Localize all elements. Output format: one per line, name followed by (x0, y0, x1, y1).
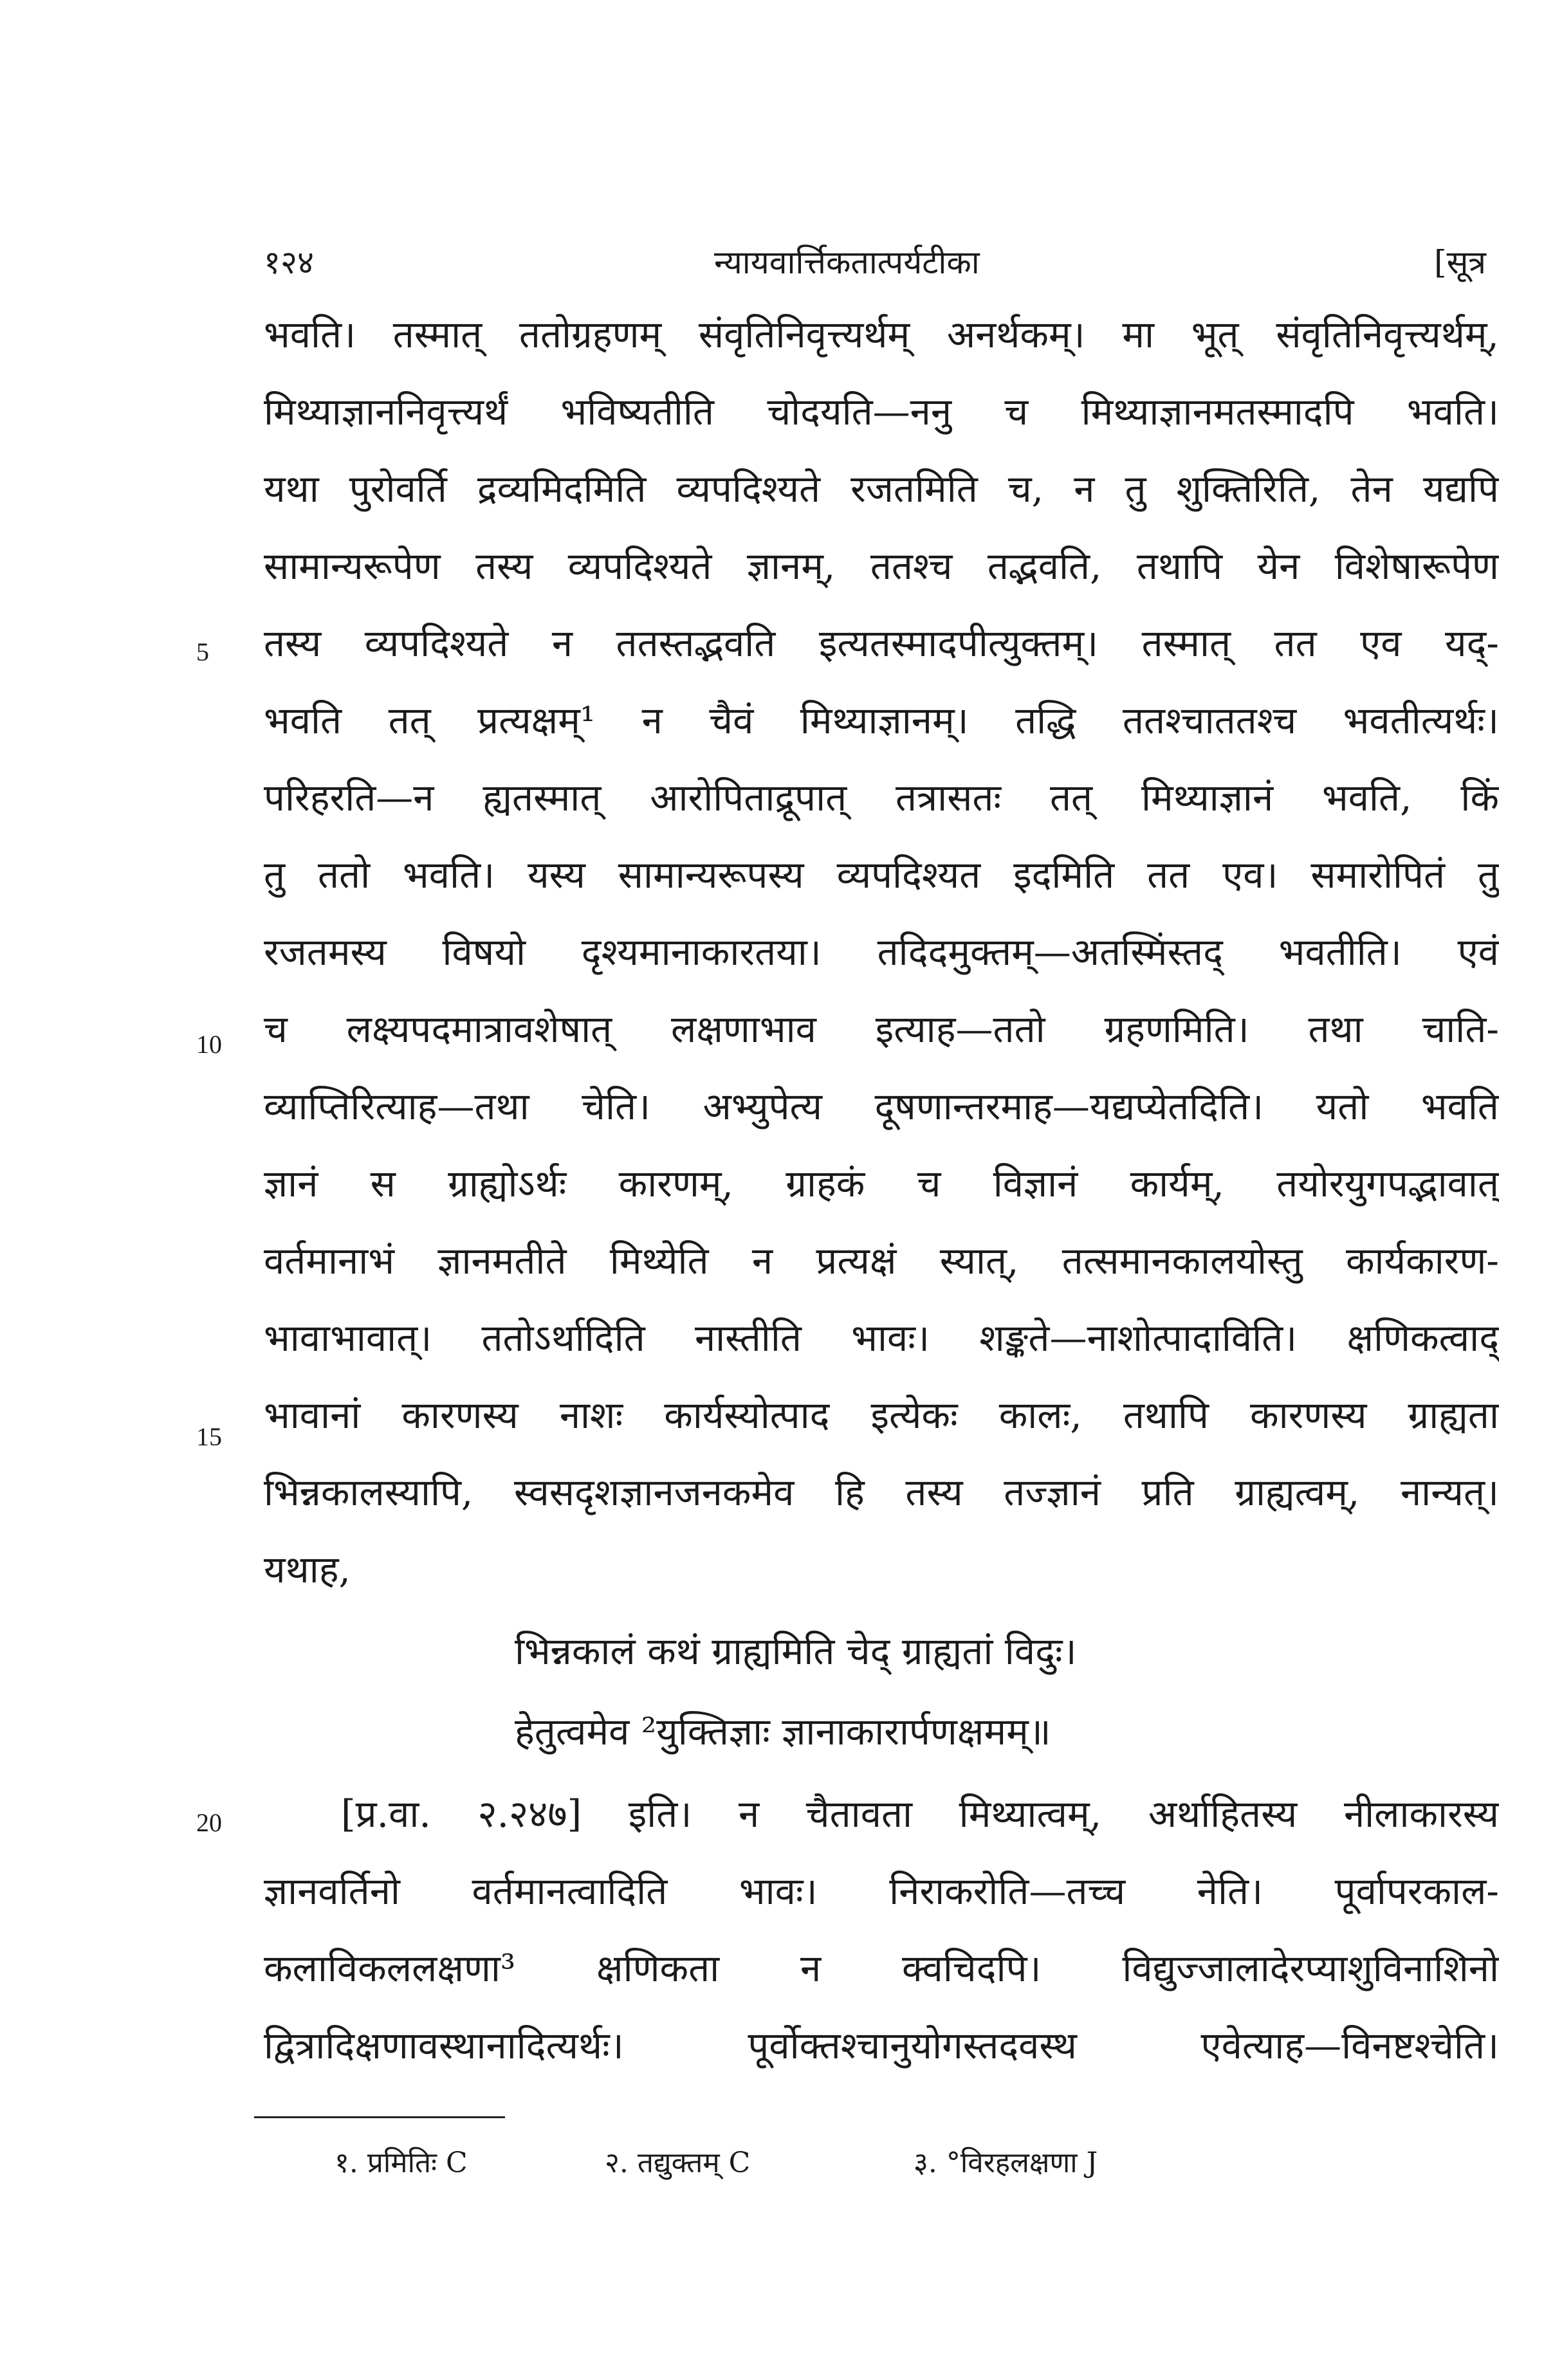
text-line: व्याप्तिरित्याह—तथा चेति। अभ्युपेत्य दूषणान्तरमाह—यद्यप्येतदिति। यतो भवति (264, 1085, 1499, 1128)
line-number: 15 (196, 1422, 222, 1451)
line-number: 20 (196, 1808, 222, 1837)
text-line: यथा पुरोवर्ति द्रव्यमिदमिति व्यपदिश्यते रजतमिति च, न तु शुक्तिरिति, तेन यद्यपि (264, 467, 1499, 511)
main-text (264, 296, 1499, 1608)
verse-line: हेतुत्वमेव ²युक्तिज्ञाः ज्ञानाकारार्पणक्षमम्॥ (515, 1710, 1051, 1753)
line-number: 5 (196, 637, 209, 666)
page-header (264, 239, 1486, 284)
footnote: २. तद्युक्तम् C (605, 2147, 751, 2179)
main-text-continued (264, 1775, 1499, 2084)
text-line: भिन्नकालस्यापि, स्वसदृशज्ञानजनकमेव हि तस्य तज्ज्ञानं प्रति ग्राह्यत्वम्, नान्यत्। (264, 1470, 1499, 1514)
line-number: 10 (196, 1030, 222, 1059)
text-line: सामान्यरूपेण तस्य व्यपदिश्यते ज्ञानम्, ततश्च तद्भवति, तथापि येन विशेषारूपेण (264, 544, 1499, 588)
text-line: मिथ्याज्ञाननिवृत्त्यर्थं भविष्यतीति चोदयति—ननु च मिथ्याज्ञानमतस्मादपि भवति। (264, 390, 1499, 434)
text-line: [प्र.वा. २.२४७] इति। न चैतावता मिथ्यात्वम्, अर्थाहितस्य नीलाकारस्य (341, 1792, 1499, 1836)
text-line: च लक्ष्यपदमात्रावशेषात् लक्षणाभाव इत्याह—ततो ग्रहणमिति। तथा चाति- (264, 1007, 1499, 1051)
text-line: ज्ञानवर्तिनो वर्तमानत्वादिति भावः। निराकरोति—तच्च नेति। पूर्वापरकाल- (264, 1869, 1499, 1913)
text-line: तु ततो भवति। यस्य सामान्यरूपस्य व्यपदिश्यत इदमिति तत एव। समारोपितं तु (264, 853, 1499, 897)
text-line: द्वित्रादिक्षणावस्थानादित्यर्थः। पूर्वोक्तश्चानुयोगस्तदवस्थ एवेत्याह—विनष्टश्चेति। (264, 2024, 1499, 2067)
text-line: रजतमस्य विषयो दृश्यमानाकारतया। तदिदमुक्तम्—अतस्मिंस्तद् भवतीति। एवं (264, 930, 1499, 974)
running-title: न्यायवार्त्तिकतात्पर्यटीका (714, 244, 980, 281)
text-line: वर्तमानाभं ज्ञानमतीते मिथ्येति न प्रत्यक्षं स्यात्, तत्समानकालयोस्तु कार्यकारण- (264, 1239, 1499, 1283)
footnote: ३. °विरहलक्षणा J (914, 2147, 1098, 2179)
text-line: परिहरति—न ह्यतस्मात् आरोपिताद्रूपात् तत्रासतः तत् मिथ्याज्ञानं भवति, किं (264, 776, 1499, 819)
verse-line: भिन्नकालं कथं ग्राह्यमिति चेद् ग्राह्यतां विदुः। (515, 1629, 1077, 1673)
text-line: तस्य व्यपदिश्यते न ततस्तद्भवति इत्यतस्मादपीत्युक्तम्। तस्मात् तत एव यद्- (264, 621, 1499, 665)
text-line: भवति तत् प्रत्यक्षम्¹ न चैवं मिथ्याज्ञानम्। तद्धि ततश्चाततश्च भवतीत्यर्थः। (264, 699, 1499, 742)
page-number: १२४ (264, 244, 314, 281)
text-line: यथाह, (264, 1548, 351, 1591)
text-line: ज्ञानं स ग्राह्योऽर्थः कारणम्, ग्राहकं च विज्ञानं कार्यम्, तयोरयुगपद्भावात् (264, 1162, 1499, 1205)
section-marker: [सूत्र (1434, 244, 1486, 281)
footnote: १. प्रमितिः C (335, 2147, 468, 2179)
text-line: भावाभावात्। ततोऽर्थादिति नास्तीति भावः। शङ्कते—नाशोत्पादाविति। क्षणिकत्वाद् (264, 1316, 1499, 1360)
text-line: भावानां कारणस्य नाशः कार्यस्योत्पाद इत्येकः कालः, तथापि कारणस्य ग्राह्यता (264, 1393, 1499, 1437)
text-line: भवति। तस्मात् ततोग्रहणम् संवृतिनिवृत्त्यर्थम् अनर्थकम्। मा भूत् संवृतिनिवृत्त्यर्थम्, (264, 313, 1499, 356)
footnote-rule (254, 2116, 505, 2118)
text-line: कलाविकललक्षणा³ क्षणिकता न क्वचिदपि। विद्युज्जालादेरप्याशुविनाशिनो (264, 1946, 1499, 1990)
